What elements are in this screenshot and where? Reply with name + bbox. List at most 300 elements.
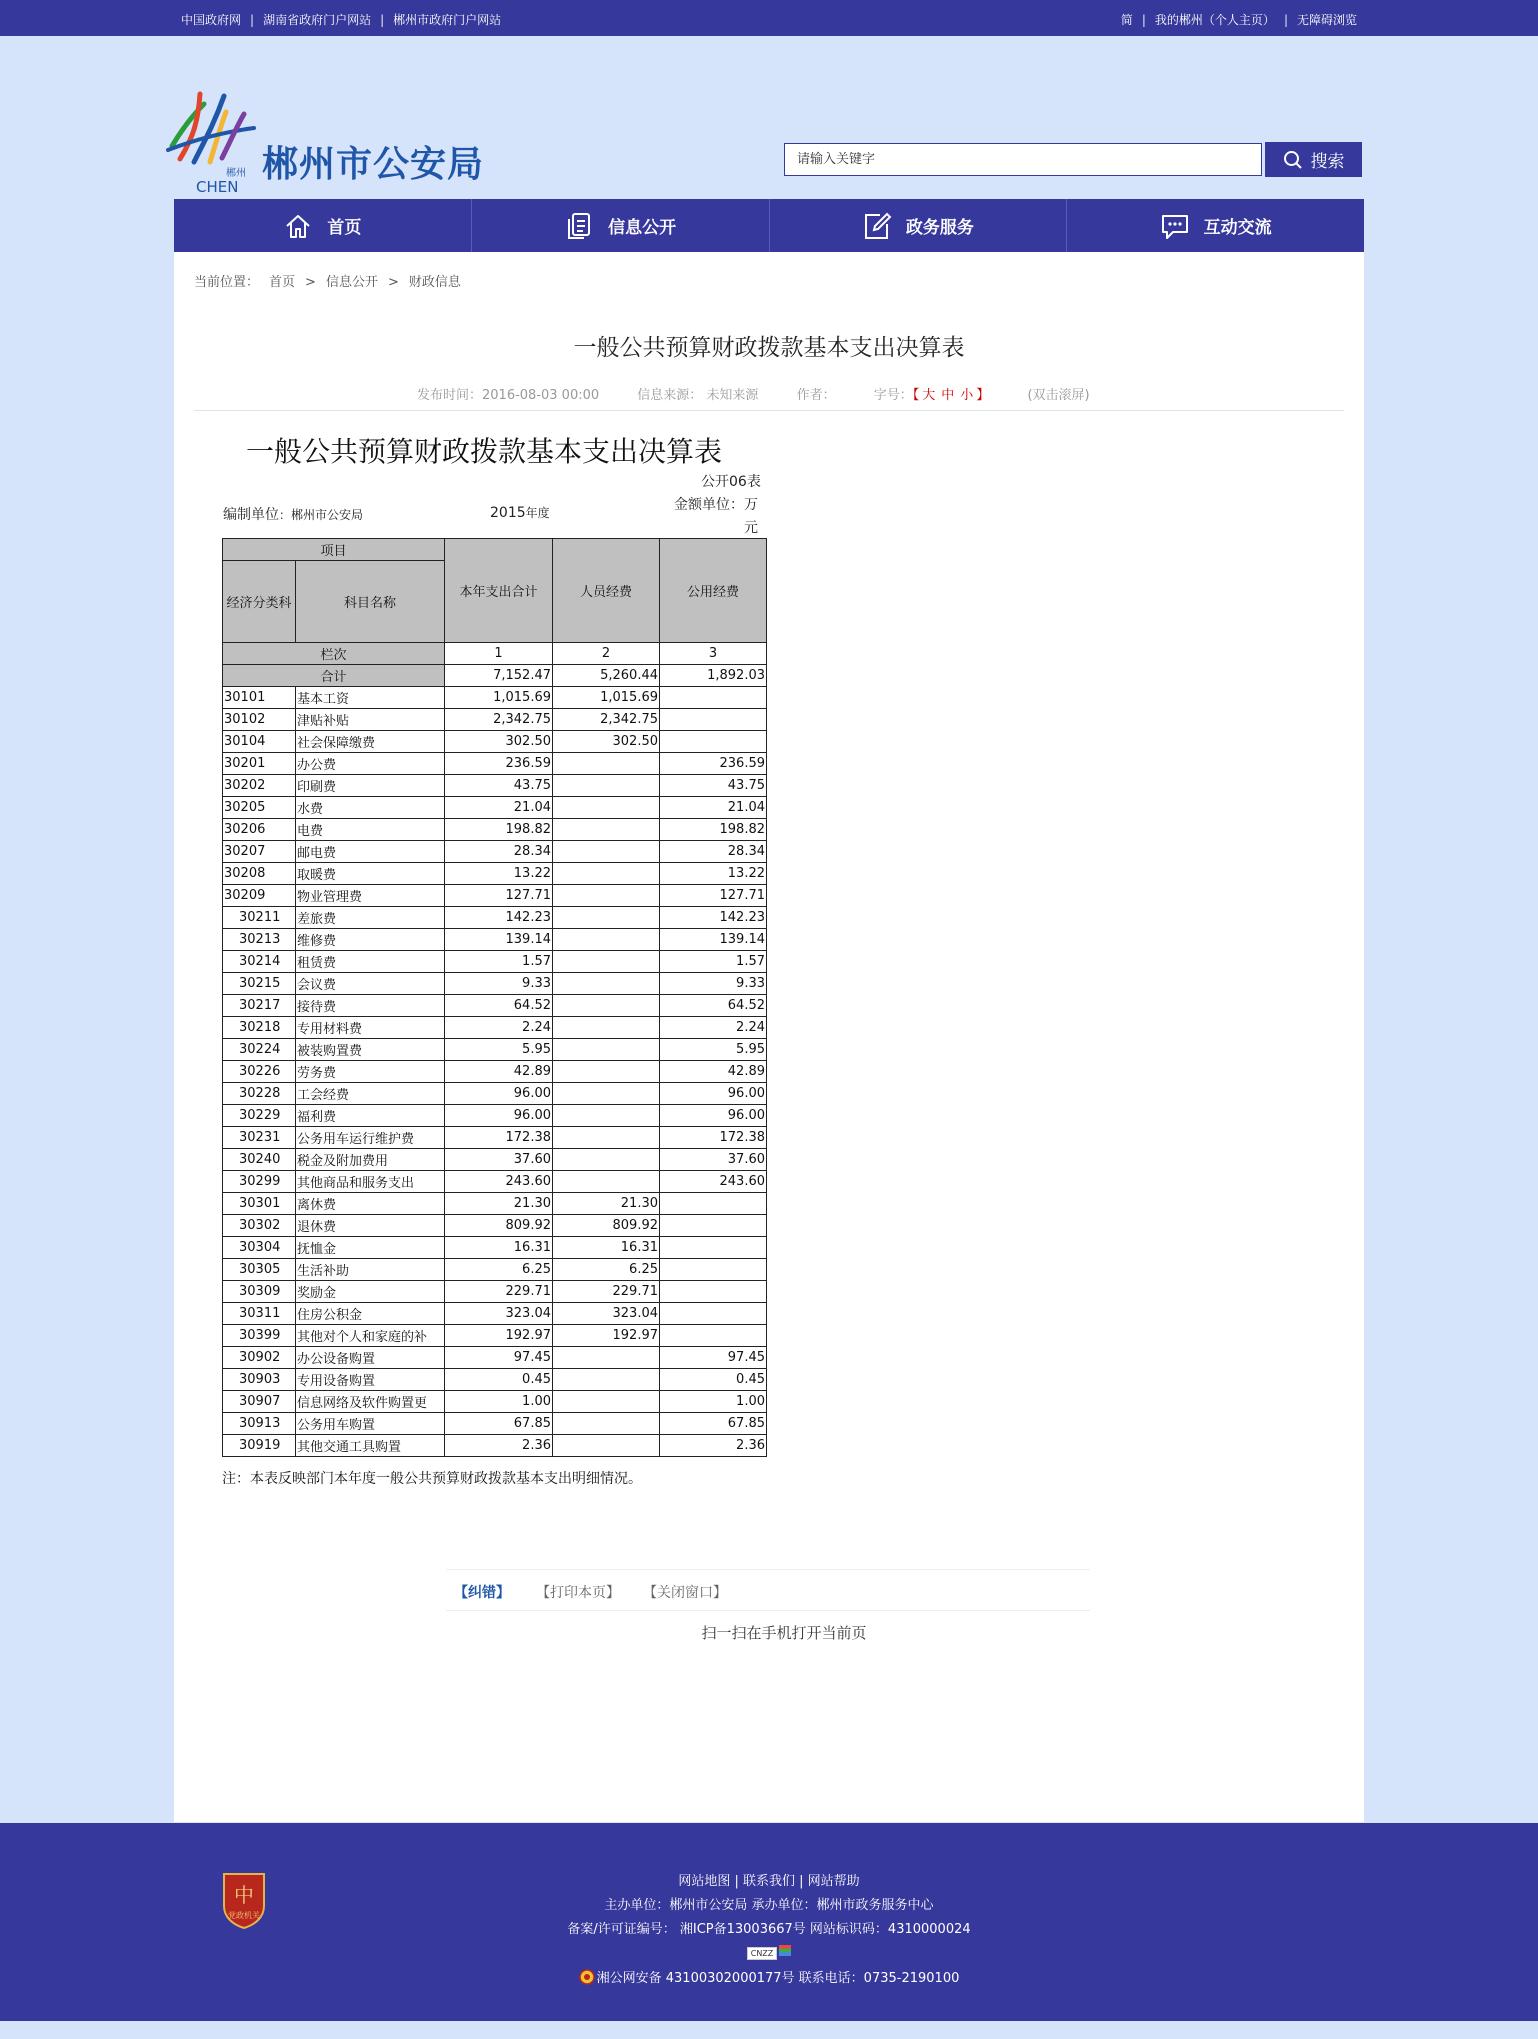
table-row [223, 1215, 767, 1237]
author: 作者： [796, 388, 836, 403]
row-public: 28.34 [660, 841, 767, 863]
row-public: 198.82 [660, 819, 767, 841]
row-code: 30902 [223, 1347, 296, 1369]
qr-scan-text: 扫一扫在手机打开当前页 [701, 1624, 867, 1642]
row-total: 64.52 [445, 995, 553, 1017]
row-personnel: 323.04 [553, 1303, 660, 1325]
row-public [660, 1193, 767, 1215]
row-public: 243.60 [660, 1171, 767, 1193]
nav-item-interaction[interactable] [1067, 199, 1364, 252]
home-icon [283, 211, 313, 241]
search-button[interactable] [1265, 142, 1362, 177]
row-personnel [553, 907, 660, 929]
main-nav [174, 199, 1364, 252]
row-subject-name: 公务用车运行维护费 [296, 1127, 445, 1149]
row-total: 16.31 [445, 1237, 553, 1259]
article-tools [446, 1569, 1090, 1611]
row-code: 30228 [223, 1083, 296, 1105]
row-code: 30301 [223, 1193, 296, 1215]
cnzz-graph-icon [779, 1945, 791, 1956]
breadcrumb-label: 当前位置： [194, 275, 260, 290]
row-public [660, 1303, 767, 1325]
row-total: 67.85 [445, 1413, 553, 1435]
column-number: 2 [553, 643, 660, 665]
row-subject-name: 电费 [296, 819, 445, 841]
table-row [223, 819, 767, 841]
header-subject-name: 科目名称 [296, 561, 445, 643]
row-subject-name: 办公费 [296, 753, 445, 775]
row-code: 30309 [223, 1281, 296, 1303]
row-code: 30299 [223, 1171, 296, 1193]
row-personnel [553, 973, 660, 995]
row-subject-name: 邮电费 [296, 841, 445, 863]
row-public: 139.14 [660, 929, 767, 951]
row-subject-name: 公务用车购置 [296, 1413, 445, 1435]
row-public: 37.60 [660, 1149, 767, 1171]
row-total: 809.92 [445, 1215, 553, 1237]
separator: | [1141, 13, 1146, 27]
row-total: 0.45 [445, 1369, 553, 1391]
document-title: 一般公共预算财政拨款基本支出决算表 [246, 435, 723, 468]
row-subject-name: 租赁费 [296, 951, 445, 973]
table-row [223, 1171, 767, 1193]
table-row [223, 1259, 767, 1281]
site-title[interactable]: 郴州市公安局 [262, 144, 485, 185]
row-code: 30231 [223, 1127, 296, 1149]
table-row [223, 1039, 767, 1061]
column-number-label: 栏次 [223, 643, 445, 665]
breadcrumb-separator: > [387, 275, 399, 290]
search-icon [1283, 150, 1303, 170]
footer-police [0, 1967, 1538, 1986]
row-public: 2.24 [660, 1017, 767, 1039]
table-row [223, 1105, 767, 1127]
row-public [660, 687, 767, 709]
row-code: 30215 [223, 973, 296, 995]
row-subject-name: 工会经费 [296, 1083, 445, 1105]
table-row [223, 907, 767, 929]
row-personnel [553, 1127, 660, 1149]
row-personnel [553, 1369, 660, 1391]
row-code: 30907 [223, 1391, 296, 1413]
row-code: 30101 [223, 687, 296, 709]
table-row [223, 1127, 767, 1149]
font-small-button[interactable]: 小 [960, 388, 974, 403]
table-note: 注：本表反映部门本年度一般公共预算财政拨款基本支出明细情况。 [222, 1471, 642, 1487]
table-row [223, 885, 767, 907]
row-subject-name: 差旅费 [296, 907, 445, 929]
bracket: 【 [912, 388, 920, 403]
row-public: 0.45 [660, 1369, 767, 1391]
document-icon [564, 211, 594, 241]
font-large-button[interactable]: 大 [922, 388, 936, 403]
row-total: 302.50 [445, 731, 553, 753]
row-total: 37.60 [445, 1149, 553, 1171]
header [0, 36, 1538, 199]
chat-icon [1160, 211, 1190, 241]
link-chenzhou-gov[interactable]: 郴州市政府门户网站 [393, 13, 502, 27]
row-code: 30208 [223, 863, 296, 885]
row-public [660, 1237, 767, 1259]
row-public: 1.00 [660, 1391, 767, 1413]
svg-text:中: 中 [234, 1883, 254, 1907]
row-personnel [553, 1017, 660, 1039]
row-code: 30302 [223, 1215, 296, 1237]
link-my-chenzhou[interactable]: 我的郴州（个人主页） [1154, 13, 1275, 27]
table-row [223, 731, 767, 753]
row-code: 30903 [223, 1369, 296, 1391]
row-total: 42.89 [445, 1061, 553, 1083]
close-window-button[interactable]: 【关闭窗口】 [643, 1585, 727, 1601]
row-subject-name: 取暖费 [296, 863, 445, 885]
font-medium-button[interactable]: 中 [941, 388, 955, 403]
table-row [223, 995, 767, 1017]
breadcrumb-info-disclosure[interactable]: 信息公开 [325, 275, 378, 290]
row-code: 30104 [223, 731, 296, 753]
footer-host: 主办单位：郴州市公安局 承办单位：郴州市政务服务中心 [604, 1898, 934, 1913]
compiling-unit-label: 编制单位 [223, 507, 279, 523]
row-personnel [553, 929, 660, 951]
info-source: 信息来源： 未知来源 [637, 388, 759, 403]
sum-total: 7,152.47 [445, 665, 553, 687]
row-subject-name: 会议费 [296, 973, 445, 995]
row-code: 30224 [223, 1039, 296, 1061]
row-public: 13.22 [660, 863, 767, 885]
breadcrumb-separator: > [305, 275, 316, 290]
nav-label: 首页 [327, 218, 362, 238]
row-total: 5.95 [445, 1039, 553, 1061]
row-subject-name: 退休费 [296, 1215, 445, 1237]
separator: | [250, 13, 255, 27]
row-subject-name: 专用材料费 [296, 1017, 445, 1039]
row-subject-name: 被装购置费 [296, 1039, 445, 1061]
table-row [223, 1149, 767, 1171]
row-total: 2.24 [445, 1017, 553, 1039]
row-personnel [553, 885, 660, 907]
row-personnel [553, 797, 660, 819]
row-personnel [553, 1061, 660, 1083]
row-total: 1,015.69 [445, 687, 553, 709]
row-personnel [553, 1149, 660, 1171]
table-row [223, 1391, 767, 1413]
row-public [660, 1325, 767, 1347]
publish-time: 发布时间：2016-08-03 00:00 [417, 388, 600, 403]
row-public [660, 1215, 767, 1237]
row-public: 96.00 [660, 1105, 767, 1127]
separator: | [1283, 13, 1288, 27]
link-simplified[interactable]: 简 [1120, 13, 1133, 27]
compiling-unit [223, 504, 363, 524]
row-personnel: 16.31 [553, 1237, 660, 1259]
search-input[interactable] [785, 144, 1265, 175]
row-personnel [553, 753, 660, 775]
row-total: 198.82 [445, 819, 553, 841]
row-code: 30218 [223, 1017, 296, 1039]
table-row [223, 973, 767, 995]
header-personnel: 人员经费 [553, 539, 660, 643]
row-total: 139.14 [445, 929, 553, 951]
table-row [223, 687, 767, 709]
row-code: 30211 [223, 907, 296, 929]
nav-item-gov-services[interactable] [770, 199, 1068, 252]
link-accessibility[interactable]: 无障碍浏览 [1296, 13, 1357, 27]
row-code: 30226 [223, 1061, 296, 1083]
row-personnel: 229.71 [553, 1281, 660, 1303]
row-subject-name: 信息网络及软件购置更 [296, 1391, 445, 1413]
nav-label: 政务服务 [905, 218, 974, 238]
row-personnel [553, 951, 660, 973]
row-personnel [553, 995, 660, 1017]
row-total: 21.30 [445, 1193, 553, 1215]
row-total: 243.60 [445, 1171, 553, 1193]
divider [194, 410, 1344, 411]
row-public: 142.23 [660, 907, 767, 929]
row-code: 30214 [223, 951, 296, 973]
row-personnel [553, 1105, 660, 1127]
row-total: 43.75 [445, 775, 553, 797]
row-total: 236.59 [445, 753, 553, 775]
main-content [174, 252, 1364, 1822]
row-public [660, 1259, 767, 1281]
row-total: 229.71 [445, 1281, 553, 1303]
row-public: 67.85 [660, 1413, 767, 1435]
row-total: 2.36 [445, 1435, 553, 1457]
row-personnel: 6.25 [553, 1259, 660, 1281]
row-subject-name: 物业管理费 [296, 885, 445, 907]
row-total: 96.00 [445, 1083, 553, 1105]
table-row [223, 841, 767, 863]
row-public: 2.36 [660, 1435, 767, 1457]
table-row [223, 929, 767, 951]
row-subject-name: 接待费 [296, 995, 445, 1017]
row-personnel [553, 819, 660, 841]
row-public: 236.59 [660, 753, 767, 775]
row-code: 30229 [223, 1105, 296, 1127]
breadcrumb [194, 271, 471, 290]
separator: | [380, 13, 385, 27]
table-row [223, 797, 767, 819]
row-personnel: 21.30 [553, 1193, 660, 1215]
footer-police-text[interactable]: 湘公网安备 43100302000177号 联系电话：0735-2190100 [596, 1971, 960, 1986]
police-emblem-icon [579, 1969, 595, 1985]
nav-item-info-disclosure[interactable] [472, 199, 770, 252]
table-row [223, 1347, 767, 1369]
table-row [223, 1281, 767, 1303]
table-row [223, 951, 767, 973]
row-total: 97.45 [445, 1347, 553, 1369]
logo-text-en: CHEN [196, 178, 239, 196]
row-subject-name: 离休费 [296, 1193, 445, 1215]
row-code: 30209 [223, 885, 296, 907]
search-button-label: 搜索 [1310, 152, 1345, 172]
table-row [223, 775, 767, 797]
row-code: 30206 [223, 819, 296, 841]
nav-label: 互动交流 [1203, 218, 1272, 238]
row-subject-name: 基本工资 [296, 687, 445, 709]
table-row [223, 753, 767, 775]
table-number: 公开06表 [701, 474, 761, 490]
row-code: 30205 [223, 797, 296, 819]
amount-unit: 金额单位：万元 [674, 497, 758, 536]
row-total: 142.23 [445, 907, 553, 929]
row-personnel: 192.97 [553, 1325, 660, 1347]
row-code: 30311 [223, 1303, 296, 1325]
top-bar [0, 0, 1538, 36]
row-personnel: 1,015.69 [553, 687, 660, 709]
header-econ-code: 经济分类科 [223, 561, 296, 643]
column-number: 1 [445, 643, 553, 665]
correct-error-button[interactable]: 【纠错】 [454, 1585, 510, 1601]
row-personnel [553, 1435, 660, 1457]
row-subject-name: 社会保障缴费 [296, 731, 445, 753]
row-total: 21.04 [445, 797, 553, 819]
row-code: 30399 [223, 1325, 296, 1347]
row-subject-name: 专用设备购置 [296, 1369, 445, 1391]
scroll-hint: (双击滚屏) [1027, 388, 1090, 403]
edit-icon [862, 211, 892, 241]
row-subject-name: 水费 [296, 797, 445, 819]
fiscal-year-label: 年度 [525, 506, 550, 520]
row-code: 30304 [223, 1237, 296, 1259]
table-row [223, 1325, 767, 1347]
row-public: 5.95 [660, 1039, 767, 1061]
row-subject-name: 住房公积金 [296, 1303, 445, 1325]
table-row [223, 863, 767, 885]
row-personnel [553, 841, 660, 863]
table-row [223, 1083, 767, 1105]
row-total: 192.97 [445, 1325, 553, 1347]
site-logo[interactable] [164, 84, 264, 196]
row-personnel [553, 775, 660, 797]
row-subject-name: 税金及附加费用 [296, 1149, 445, 1171]
row-total: 1.57 [445, 951, 553, 973]
row-subject-name: 其他商品和服务支出 [296, 1171, 445, 1193]
row-code: 30913 [223, 1413, 296, 1435]
breadcrumb-home[interactable]: 首页 [269, 275, 296, 290]
article-title: 一般公共预算财政拨款基本支出决算表 [573, 335, 965, 361]
print-button[interactable]: 【打印本页】 [536, 1585, 620, 1601]
row-code: 30217 [223, 995, 296, 1017]
link-hunan-gov[interactable]: 湖南省政府门户网站 [263, 13, 372, 27]
row-total: 6.25 [445, 1259, 553, 1281]
cnzz-badge[interactable] [0, 1945, 1538, 1960]
table-row [223, 1413, 767, 1435]
row-subject-name: 劳务费 [296, 1061, 445, 1083]
header-public: 公用经费 [660, 539, 767, 643]
link-gov-cn[interactable]: 中国政府网 [181, 13, 242, 27]
footer-icp[interactable]: 备案/许可证编号： 湘ICP备13003667号 网站标识码：4310000024 [567, 1922, 971, 1937]
row-total: 127.71 [445, 885, 553, 907]
row-code: 30207 [223, 841, 296, 863]
row-total: 172.38 [445, 1127, 553, 1149]
table-row [223, 709, 767, 731]
header-item: 项目 [223, 539, 445, 561]
row-personnel [553, 1413, 660, 1435]
row-code: 30919 [223, 1435, 296, 1457]
row-code: 30202 [223, 775, 296, 797]
row-public: 96.00 [660, 1083, 767, 1105]
row-code: 30240 [223, 1149, 296, 1171]
row-personnel [553, 1171, 660, 1193]
row-public: 43.75 [660, 775, 767, 797]
row-subject-name: 福利费 [296, 1105, 445, 1127]
row-public: 9.33 [660, 973, 767, 995]
row-public: 42.89 [660, 1061, 767, 1083]
row-total: 96.00 [445, 1105, 553, 1127]
footer [0, 1823, 1538, 2021]
row-subject-name: 抚恤金 [296, 1237, 445, 1259]
row-code: 30305 [223, 1259, 296, 1281]
header-total: 本年支出合计 [445, 539, 553, 643]
fiscal-year-number: 2015 [490, 505, 526, 521]
row-personnel [553, 1347, 660, 1369]
row-public: 1.57 [660, 951, 767, 973]
row-personnel [553, 1391, 660, 1413]
row-total: 9.33 [445, 973, 553, 995]
cnzz-label: CNZZ [747, 1947, 778, 1960]
row-subject-name: 其他交通工具购置 [296, 1435, 445, 1457]
row-total: 1.00 [445, 1391, 553, 1413]
table-row [223, 1017, 767, 1039]
row-public [660, 731, 767, 753]
table-row [223, 1061, 767, 1083]
logo-text-cn: 郴州 [226, 168, 246, 179]
row-total: 323.04 [445, 1303, 553, 1325]
top-left-links [181, 11, 501, 28]
table-row [223, 1369, 767, 1391]
column-number: 3 [660, 643, 767, 665]
nav-item-home[interactable] [174, 199, 472, 252]
row-public: 127.71 [660, 885, 767, 907]
breadcrumb-finance[interactable]: 财政信息 [408, 275, 461, 290]
table-row [223, 1435, 767, 1457]
nav-label: 信息公开 [608, 218, 677, 238]
row-subject-name: 津贴补贴 [296, 709, 445, 731]
row-public: 64.52 [660, 995, 767, 1017]
row-personnel: 302.50 [553, 731, 660, 753]
row-subject-name: 其他对个人和家庭的补 [296, 1325, 445, 1347]
row-personnel: 2,342.75 [553, 709, 660, 731]
row-subject-name: 印刷费 [296, 775, 445, 797]
top-right-links [1121, 11, 1357, 28]
row-public: 21.04 [660, 797, 767, 819]
badge-text: 党政机关 [228, 1911, 260, 1920]
row-code: 30201 [223, 753, 296, 775]
footer-links[interactable]: 网站地图 | 联系我们 | 网站帮助 [678, 1874, 860, 1889]
row-personnel [553, 1039, 660, 1061]
sum-public: 1,892.03 [660, 665, 767, 687]
bracket: 】 [976, 388, 990, 403]
row-public [660, 1281, 767, 1303]
font-size-label: 字号： [873, 388, 913, 403]
row-total: 2,342.75 [445, 709, 553, 731]
row-public: 172.38 [660, 1127, 767, 1149]
table-row [223, 1303, 767, 1325]
row-subject-name: 办公设备购置 [296, 1347, 445, 1369]
page-bottom [0, 2021, 1538, 2039]
row-personnel [553, 1083, 660, 1105]
table-row [223, 1193, 767, 1215]
search-box [784, 143, 1262, 176]
row-public: 97.45 [660, 1347, 767, 1369]
row-personnel [553, 863, 660, 885]
row-total: 13.22 [445, 863, 553, 885]
row-code: 30213 [223, 929, 296, 951]
row-public [660, 709, 767, 731]
fiscal-year [490, 504, 550, 521]
font-size-control [874, 388, 990, 403]
article-meta [417, 384, 1124, 403]
